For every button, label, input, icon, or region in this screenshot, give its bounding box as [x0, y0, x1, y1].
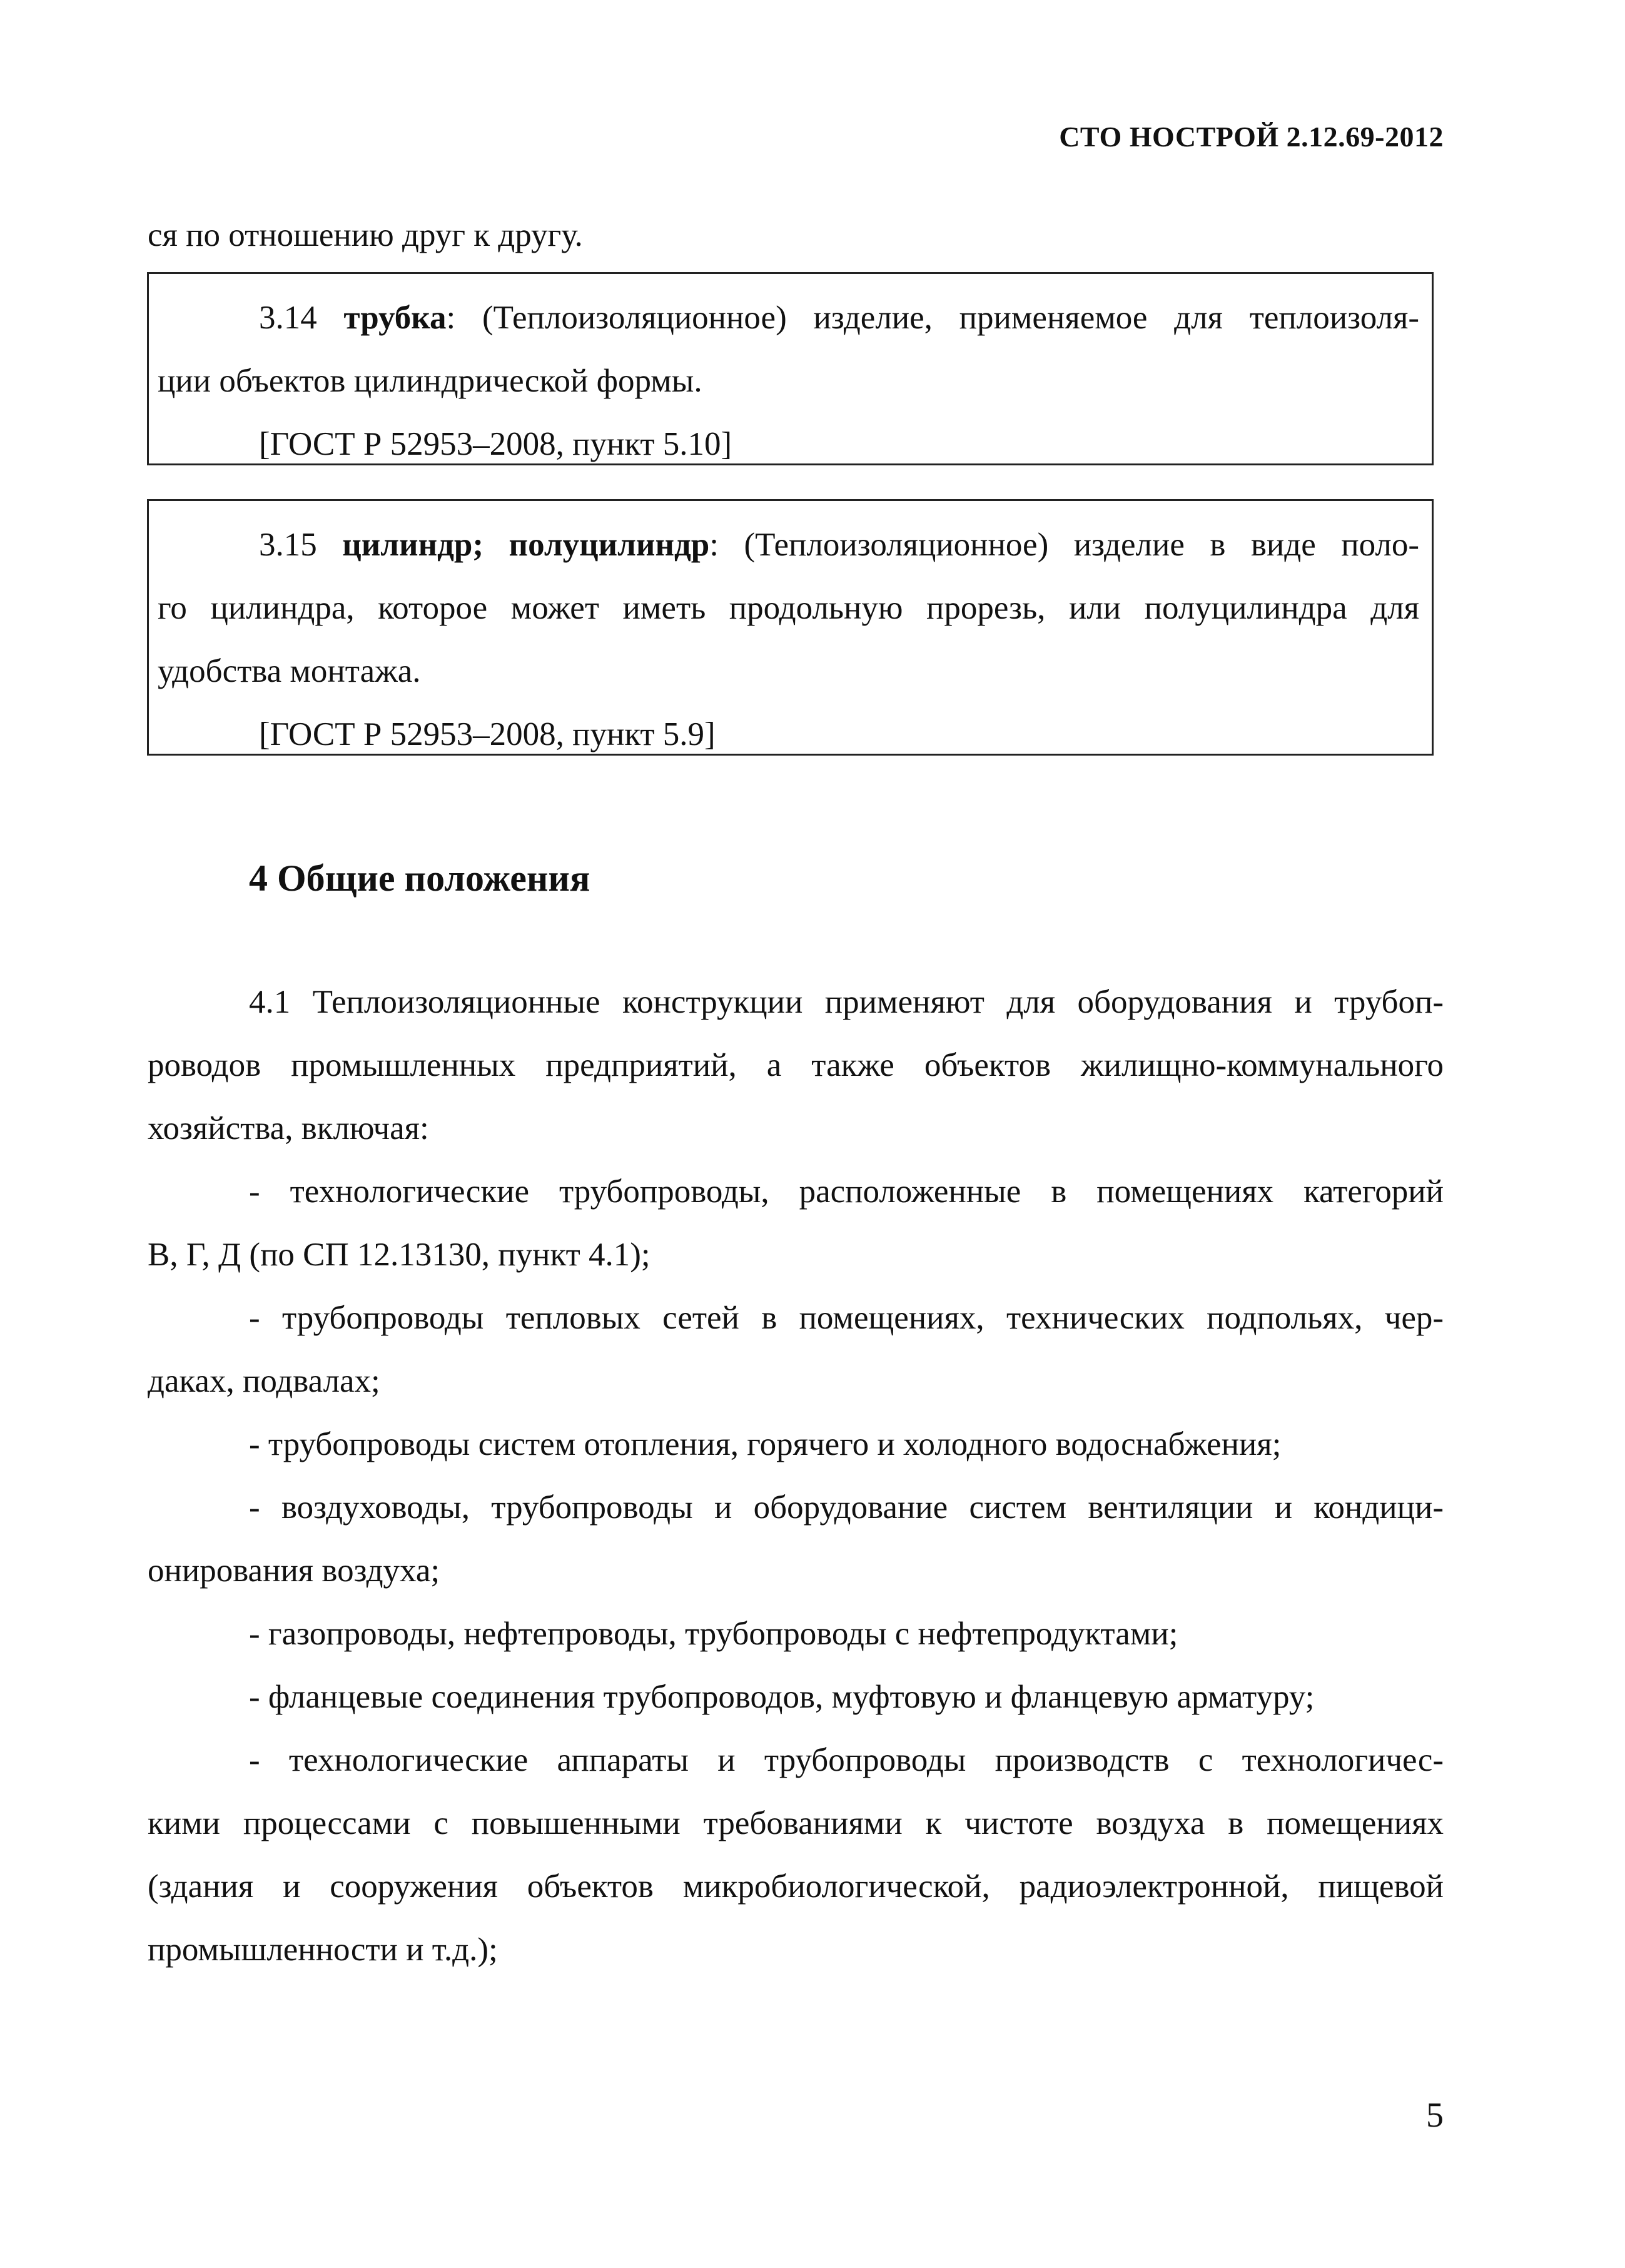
list-item-line: кими процессами с повышенными требованиями к чистоте воздуха в помещениях — [148, 1805, 1444, 1841]
paragraph-line: роводов промышленных предприятий, а также объектов жилищно-коммунального — [148, 1047, 1444, 1083]
continuation-line: ся по отношению друг к другу. — [148, 217, 583, 253]
definition-source: [ГОСТ Р 52953–2008, пункт 5.10] — [259, 426, 732, 462]
continuation-text — [148, 204, 1444, 267]
list-item-line: - трубопроводы систем отопления, горячего и холодного водоснабжения; — [249, 1426, 1282, 1462]
paragraph-line: 4.1 Теплоизоляционные конструкции применяют для оборудования и трубоп- — [249, 984, 1444, 1020]
list-item-line: - воздуховоды, трубопроводы и оборудование систем вентиляции и кондици- — [249, 1489, 1444, 1526]
list-item-line: - технологические трубопроводы, расположенные в помещениях категорий — [249, 1173, 1444, 1210]
page-number: 5 — [1426, 2096, 1444, 2135]
list-item-line: - трубопроводы тепловых сетей в помещениях, технических подпольях, чер- — [249, 1300, 1444, 1336]
definition-line — [158, 286, 1419, 350]
list-item-line: - фланцевые соединения трубопроводов, муфтовую и фланцевую арматуру; — [249, 1679, 1315, 1715]
list-item-line: - технологические аппараты и трубопроводы производств с технологичес- — [249, 1742, 1444, 1778]
definition-box-3-14 — [147, 272, 1434, 465]
definition-number: 3.14 — [259, 300, 317, 336]
section-heading: 4 Общие положения — [249, 858, 590, 899]
paragraph-line: хозяйства, включая: — [148, 1110, 429, 1147]
section-body — [148, 971, 1444, 1982]
list-item-line: онирования воздуха; — [148, 1552, 440, 1589]
list-item-line: В, Г, Д (по СП 12.13130, пункт 4.1); — [148, 1237, 651, 1273]
list-item-line: - газопроводы, нефтепроводы, трубопроводы с нефтепродуктами; — [249, 1616, 1178, 1652]
definition-source: [ГОСТ Р 52953–2008, пункт 5.9] — [259, 716, 716, 752]
definition-number: 3.15 — [259, 527, 317, 563]
definition-term: трубка — [343, 300, 447, 336]
definition-text: : (Теплоизоляционное) изделие, применяемое для теплоизоля- — [446, 300, 1419, 336]
definition-box-3-15 — [147, 499, 1434, 756]
definition-line: го цилиндра, которое может иметь продольную прорезь, или полуцилиндра для — [158, 590, 1419, 626]
definition-line: ции объектов цилиндрической формы. — [158, 363, 702, 399]
definition-text: : (Теплоизоляционное) изделие в виде поло- — [709, 527, 1419, 563]
list-item-line: даках, подвалах; — [148, 1363, 380, 1399]
definition-line — [158, 514, 1419, 577]
definition-term: цилиндр; полуцилиндр — [342, 527, 710, 563]
definition-line: удобства монтажа. — [158, 653, 421, 689]
document-code-header: СТО НОСТРОЙ 2.12.69-2012 — [1059, 121, 1444, 153]
list-item-line: (здания и сооружения объектов микробиологической, радиоэлектронной, пищевой — [148, 1868, 1444, 1905]
list-item-line: промышленности и т.д.); — [148, 1931, 498, 1968]
